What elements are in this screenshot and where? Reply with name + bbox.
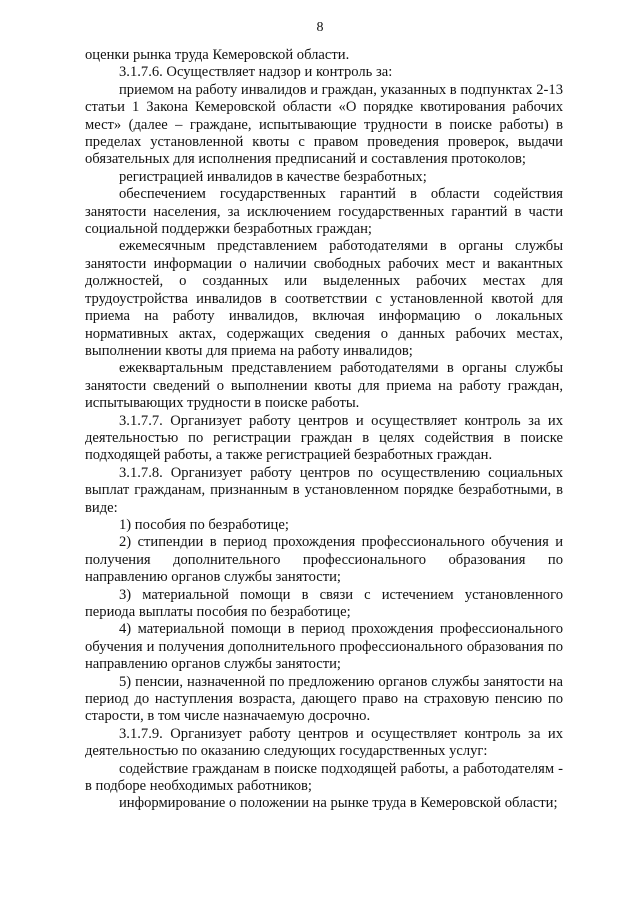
paragraph: информирование о положении на рынке труда в Кемеровской области; [119, 795, 558, 812]
paragraph: регистрацией инвалидов в качестве безработных; [119, 168, 427, 185]
document-body [85, 47, 563, 813]
paragraph: 3.1.7.6. Осуществляет надзор и контроль за: [119, 64, 393, 81]
paragraph: 3.1.7.8. Организует работу центров по осуществлению социальных выплат гражданам, признанным в установленном порядке безработными, в виде: [85, 464, 563, 516]
list-item: 3) материальной помощи в связи с истечением установленного периода выплаты пособия по безработице; [85, 586, 563, 620]
paragraph: приемом на работу инвалидов и граждан, указанных в подпунктах 2-13 статьи 1 Закона Кемеровской области «О порядке квотирования рабочих мест» (далее – граждане, испытывающие трудности в поиске работы) в пределах установленной квоты с правом проведения проверок, выдачи обязательных для исполнения предписаний и составления протоколов; [85, 81, 563, 168]
paragraph: 3.1.7.9. Организует работу центров и осуществляет контроль за их деятельностью по оказанию следующих государственных услуг: [85, 725, 563, 760]
list-item: 2) стипендии в период прохождения профессионального обучения и получения дополнительного профессионального образования по направлению органов службы занятости; [85, 534, 563, 586]
list-item: 4) материальной помощи в период прохождения профессионального обучения и получения дополнительного профессионального образования по направлению органов службы занятости; [85, 621, 563, 673]
paragraph: ежемесячным представлением работодателями в органы службы занятости информации о наличии свободных рабочих мест и вакантных должностей, о созданных или выделенных рабочих местах для трудоустройства инвалидов в соответствии с установленной квотой для приема на работу инвалидов, включая информацию о локальных нормативных актах, содержащих сведения о данных рабочих местах, выполнении квоты для приема на работу инвалидов; [85, 238, 563, 359]
paragraph: содействие гражданам в поиске подходящей работы, а работодателям - в подборе необходимых работников; [85, 760, 563, 795]
paragraph: обеспечением государственных гарантий в области содействия занятости населения, за исключением государственных гарантий в части социальной поддержки безработных граждан; [85, 186, 563, 238]
paragraph: ежеквартальным представлением работодателями в органы службы занятости сведений о выполнении квоты для приема на работу граждан, испытывающих трудности в поиске работы. [85, 360, 563, 412]
page-number: 8 [316, 20, 324, 35]
paragraph: оценки рынка труда Кемеровской области. [85, 47, 350, 63]
list-item: 5) пенсии, назначенной по предложению органов службы занятости на период до наступления возраста, дающего право на страховую пенсию по старости, в том числе назначаемую досрочно. [85, 673, 563, 725]
list-item: 1) пособия по безработице; [119, 516, 289, 533]
paragraph: 3.1.7.7. Организует работу центров и осуществляет контроль за их деятельностью по регистрации граждан в целях содействия в поиске подходящей работы, а также регистрацией безработных граждан. [85, 412, 563, 464]
